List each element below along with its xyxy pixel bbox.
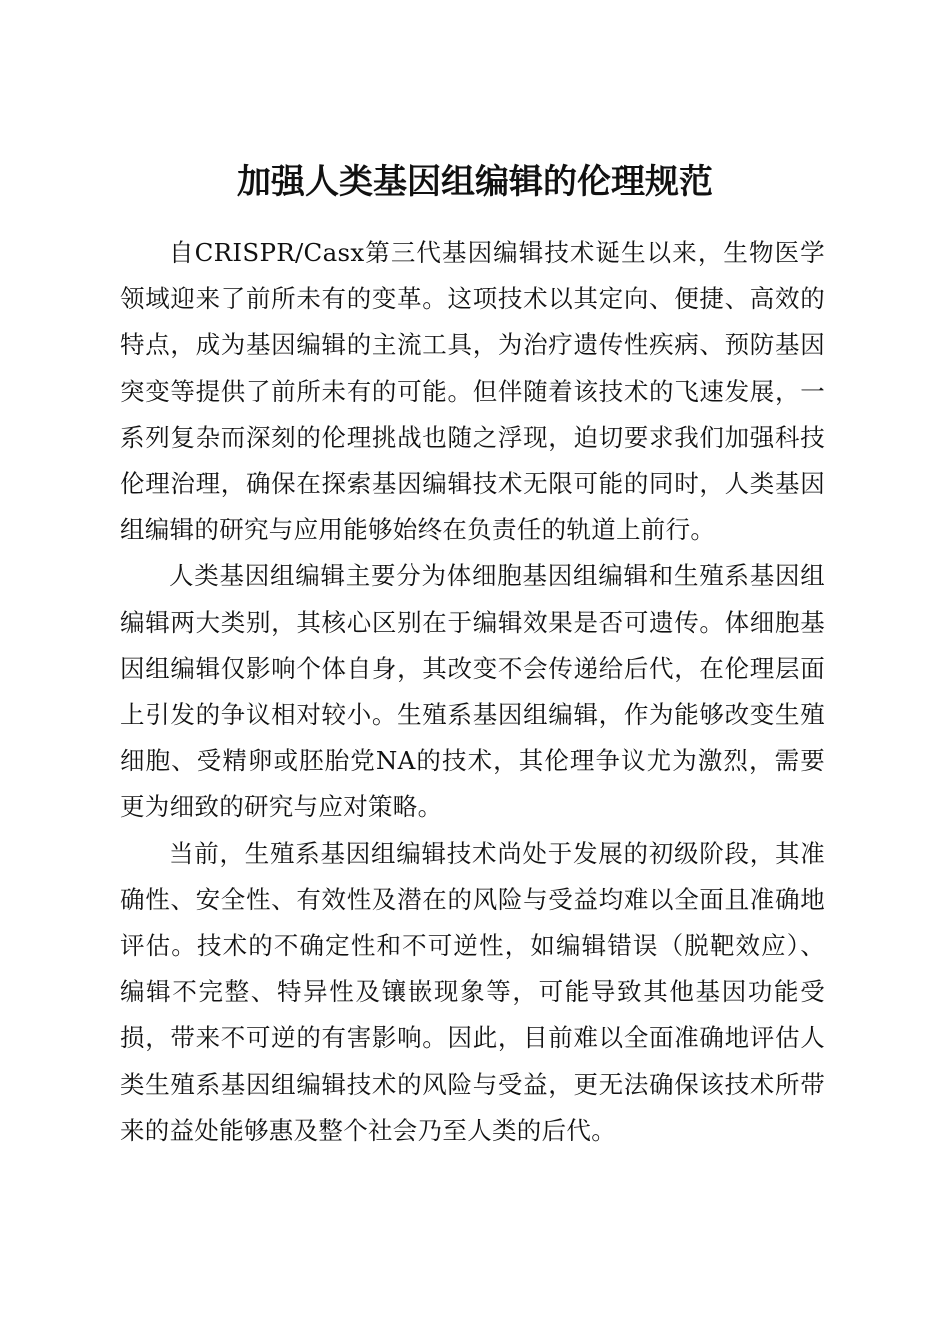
paragraph-intro: 自CRISPR/Casx第三代基因编辑技术诞生以来，生物医学领域迎来了前所未有的变革。这项技术以其定向、便捷、高效的特点，成为基因编辑的主流工具，为治疗遗传性疾病、预防基因突变等提供了前所未有的可能。但伴随着该技术的飞速发展，一系列复杂而深刻的伦理挑战也随之浮现，迫切要求我们加强科技伦理治理，确保在探索基因编辑技术无限可能的同时，人类基因组编辑的研究与应用能够始终在负责任的轨道上前行。 — [120, 238, 825, 545]
paragraph-classification: 人类基因组编辑主要分为体细胞基因组编辑和生殖系基因组编辑两大类别，其核心区别在于编辑效果是否可遗传。体细胞基因组编辑仅影响个体自身，其改变不会传递给后代，在伦理层面上引发的争议相对较小。生殖系基因组编辑，作为能够改变生殖细胞、受精卵或胚胎党NA的技术，其伦理争议尤为激烈，需要更为细致的研究与应对策略。 — [120, 561, 825, 822]
paragraph-current-status: 当前，生殖系基因组编辑技术尚处于发展的初级阶段，其准确性、安全性、有效性及潜在的风险与受益均难以全面且准确地评估。技术的不确定性和不可逆性，如编辑错误（脱靶效应）、编辑不完整、特异性及镶嵌现象等，可能导致其他基因功能受损，带来不可逆的有害影响。因此，目前难以全面准确地评估人类生殖系基因组编辑技术的风险与受益，更无法确保该技术所带来的益处能够惠及整个社会乃至人类的后代。 — [120, 838, 825, 1145]
article-body — [120, 230, 825, 1154]
page-title: 加强人类基因组编辑的伦理规范 — [237, 161, 713, 202]
